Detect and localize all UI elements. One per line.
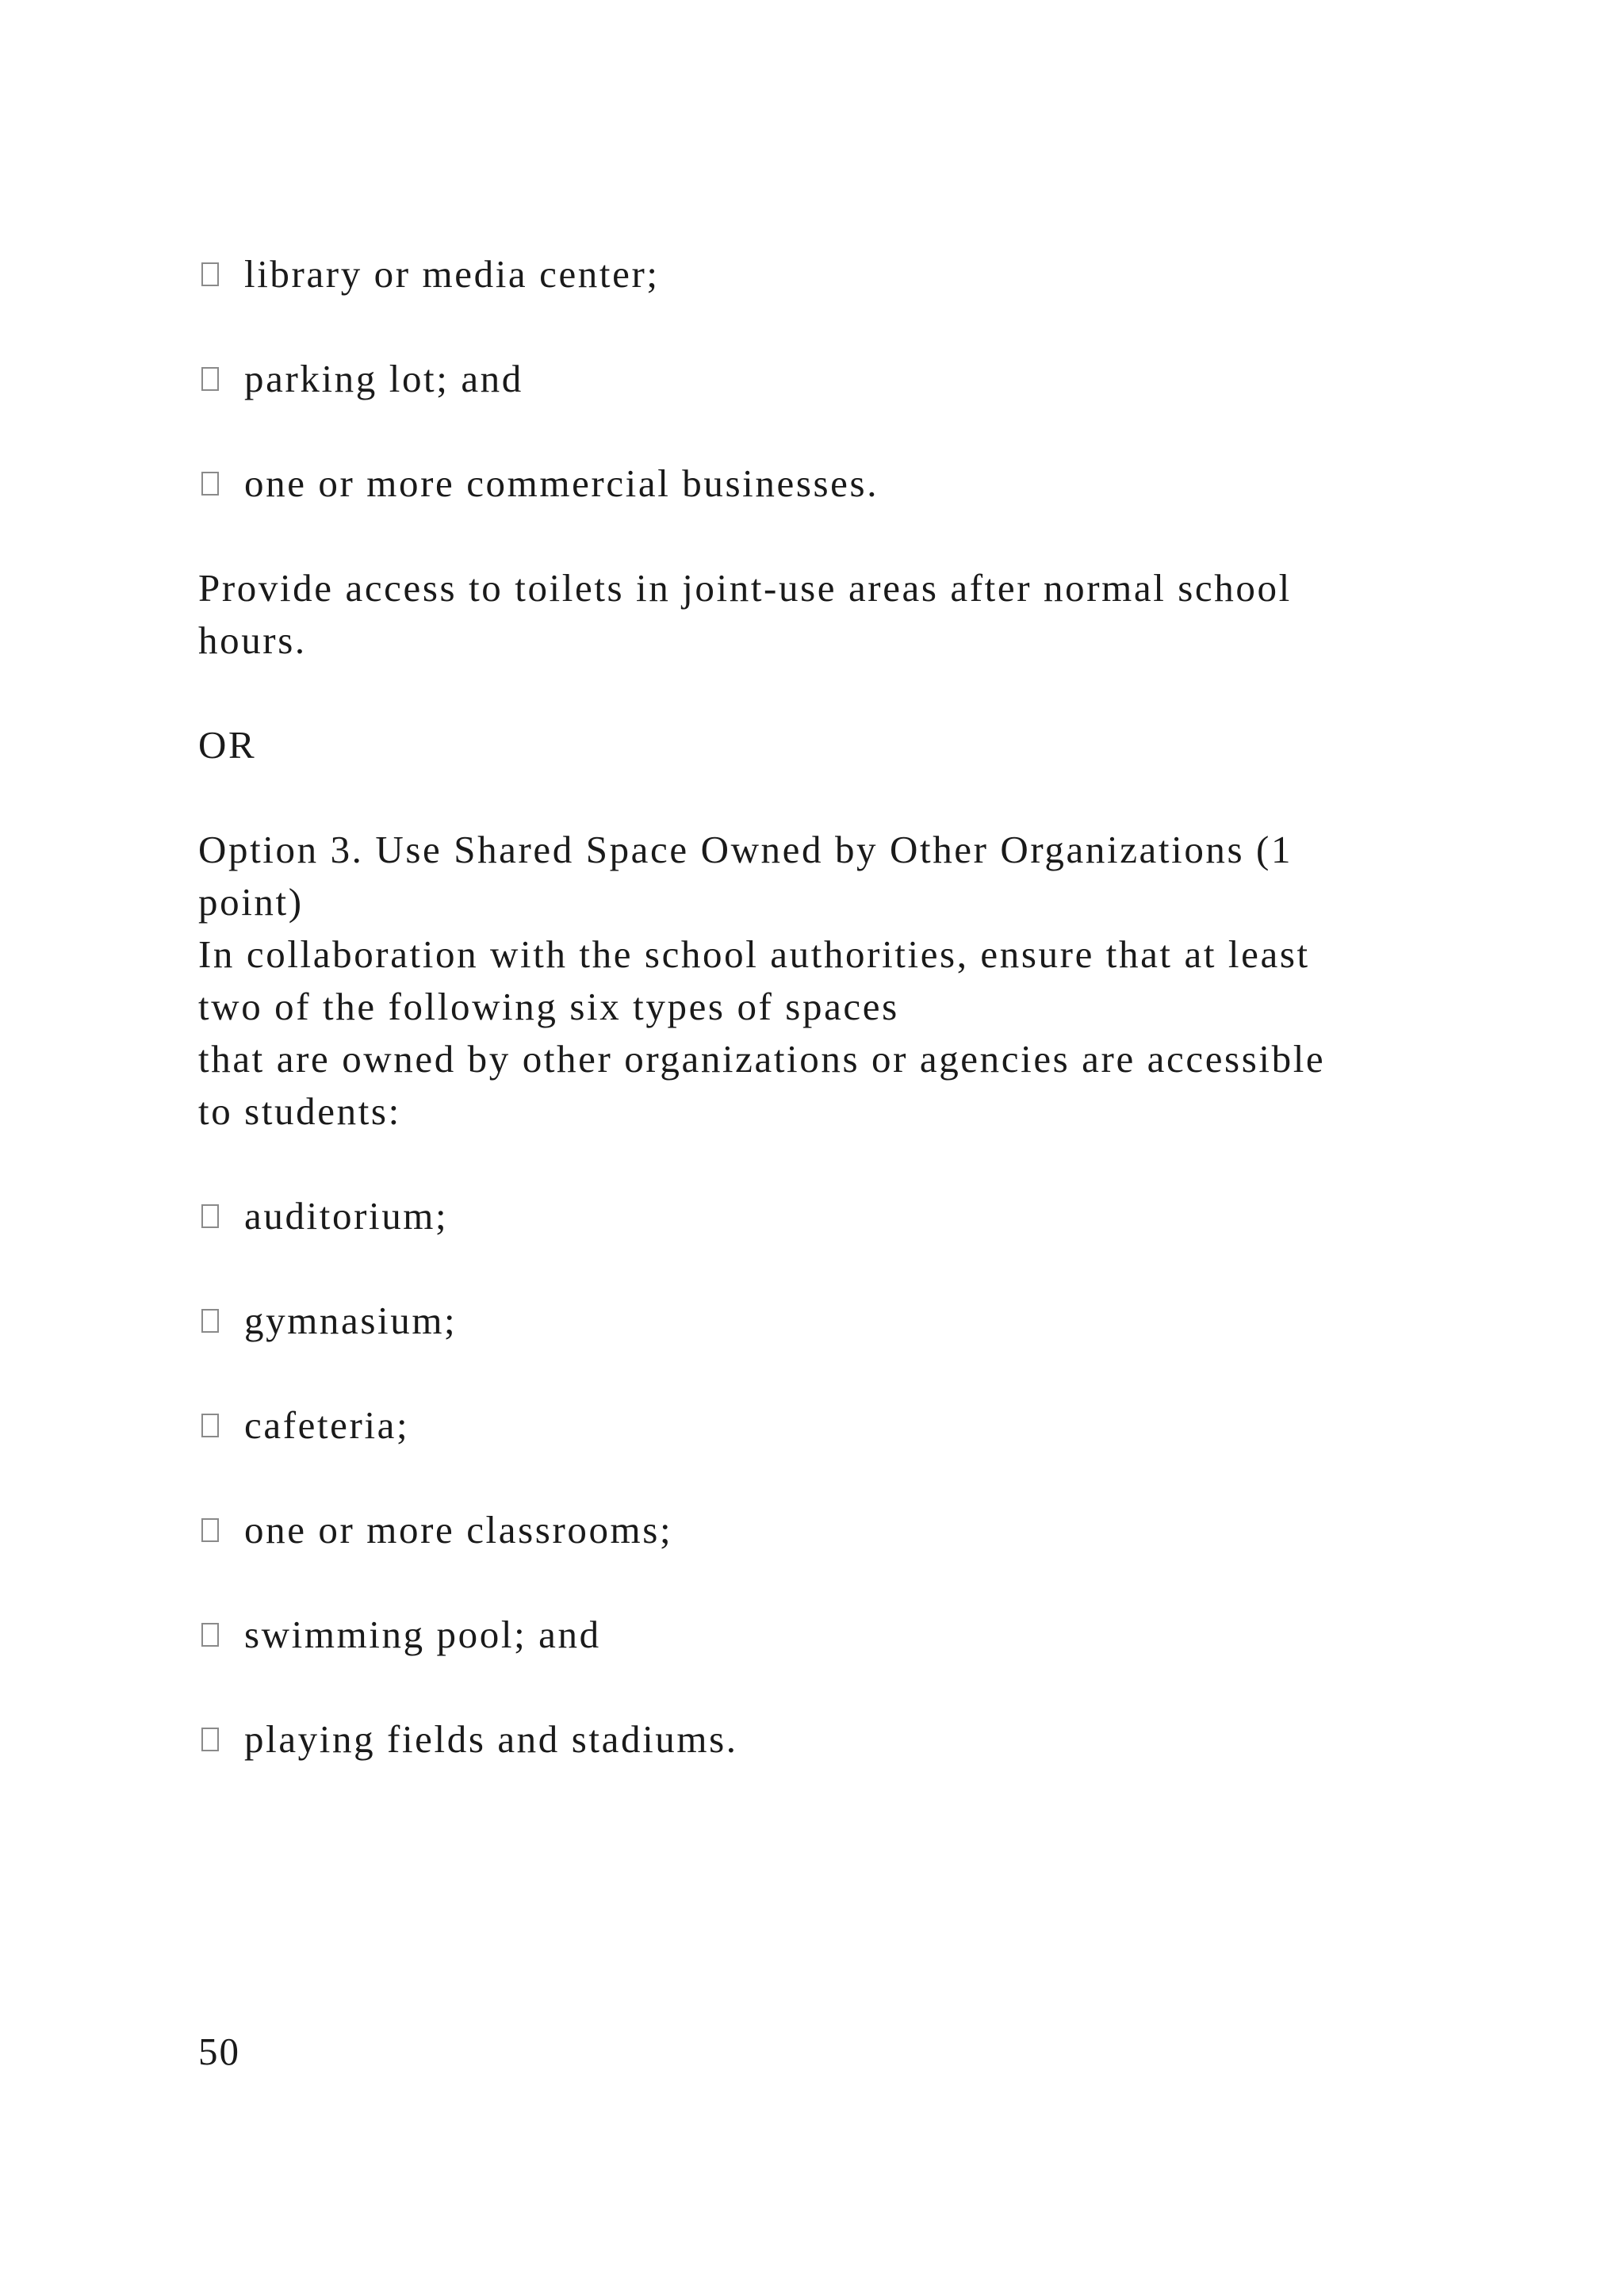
list-item xyxy=(198,248,660,300)
page-number: 50 xyxy=(198,2030,240,2073)
bullet-box-icon xyxy=(201,1518,219,1542)
list-item xyxy=(198,1295,457,1347)
bullet-box-icon xyxy=(201,472,219,496)
bullet-box-icon xyxy=(201,1309,219,1333)
or-separator: OR xyxy=(198,723,257,767)
option-heading: Option 3. Use Shared Space Owned by Other Organizations (1 xyxy=(198,828,1293,871)
list-item-text: gymnasium; xyxy=(244,1299,458,1342)
paragraph-line: In collaboration with the school authorities, ensure that at least xyxy=(198,932,1310,976)
list-item xyxy=(198,1504,672,1556)
bullet-box-icon xyxy=(201,367,219,391)
list-item xyxy=(198,353,523,405)
list-item-text: one or more commercial businesses. xyxy=(244,461,879,505)
bullet-box-icon xyxy=(201,1204,219,1228)
list-item xyxy=(198,1399,409,1452)
paragraph-line: two of the following six types of spaces xyxy=(198,985,899,1028)
paragraph-line: hours. xyxy=(198,618,307,662)
list-item-text: one or more classrooms; xyxy=(244,1508,673,1552)
list-item xyxy=(198,1713,738,1766)
list-item xyxy=(198,1190,448,1242)
list-item-text: cafeteria; xyxy=(244,1403,410,1447)
bullet-box-icon xyxy=(201,1414,219,1437)
paragraph-line: Provide access to toilets in joint-use areas after normal school xyxy=(198,566,1292,610)
list-item-text: parking lot; and xyxy=(244,357,523,400)
bullet-box-icon xyxy=(201,1728,219,1751)
paragraph-line: that are owned by other organizations or agencies are accessible xyxy=(198,1037,1326,1081)
list-item-text: swimming pool; and xyxy=(244,1613,601,1656)
bullet-box-icon xyxy=(201,262,219,286)
paragraph-line: to students: xyxy=(198,1089,401,1133)
list-item-text: playing fields and stadiums. xyxy=(244,1717,738,1761)
list-item-text: library or media center; xyxy=(244,252,660,296)
list-item xyxy=(198,1609,601,1661)
bullet-box-icon xyxy=(201,1623,219,1647)
option-heading: point) xyxy=(198,880,304,924)
list-item-text: auditorium; xyxy=(244,1194,449,1238)
list-item xyxy=(198,457,879,510)
